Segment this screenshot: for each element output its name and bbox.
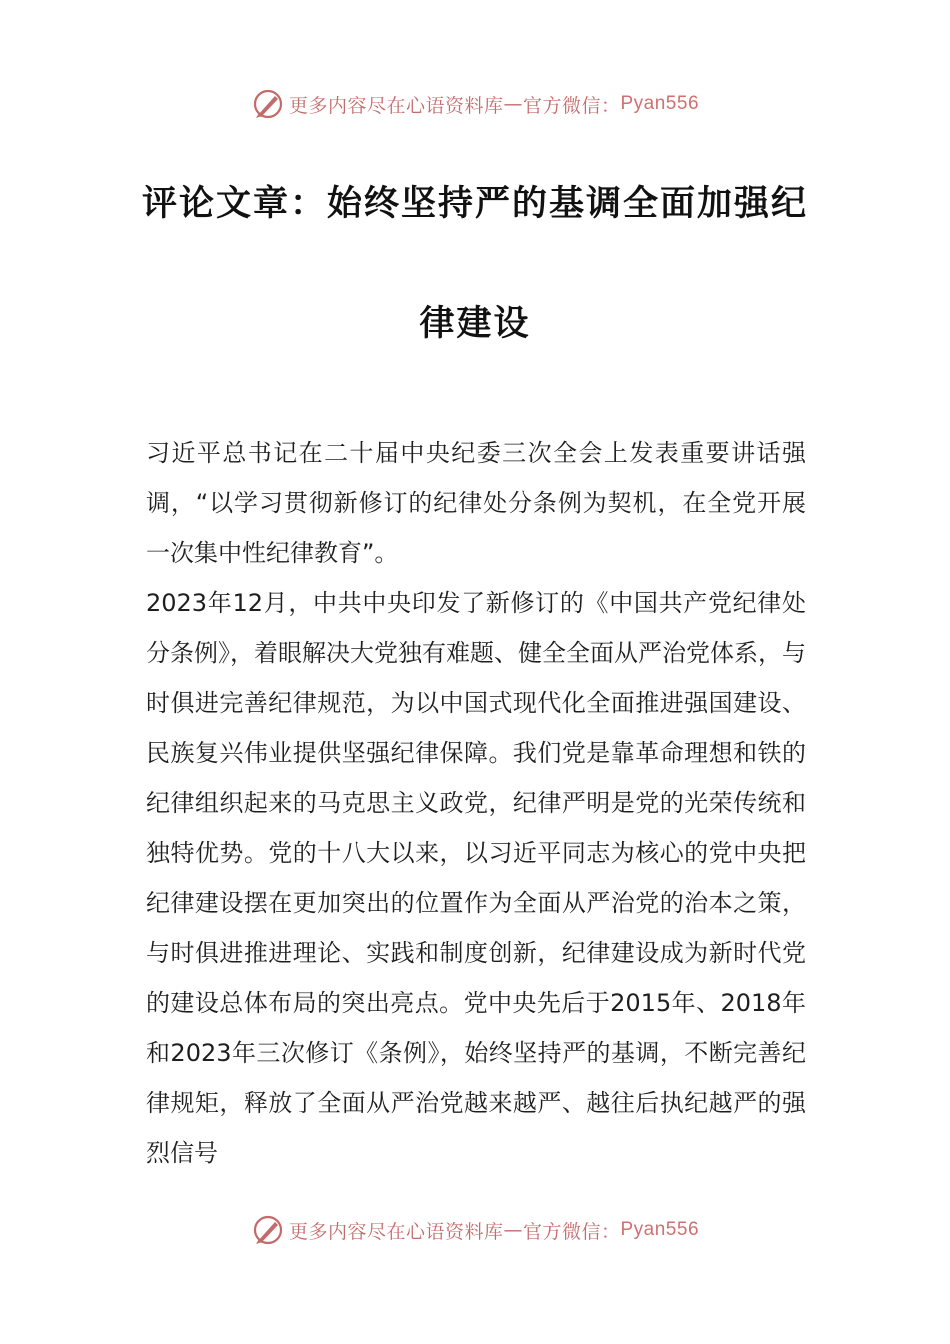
pen-logo-icon [251,1213,285,1247]
footer-wechat-id: Pyan556 [620,1219,700,1240]
header-banner [0,84,950,124]
header-dash: — [503,93,523,115]
article-body [146,428,806,1178]
header-brand-text: 更多内容尽在心语资料库 [288,94,504,117]
footer-banner [0,1210,950,1250]
pen-logo-icon [251,87,285,121]
paragraph-1: 习近平总书记在二十届中央纪委三次全会上发表重要讲话强调，“以学习贯彻新修订的纪律处分条例为契机，在全党开展一次集中性纪律教育”。 [146,439,806,567]
paragraph-2: 2023年12月，中共中央印发了新修订的《中国共产党纪律处分条例》，着眼解决大党独有难题、健全全面从严治党体系，与时俱进完善纪律规范，为以中国式现代化全面推进强国建设、民族复兴伟业提供坚强纪律保障。我们党是靠革命理想和铁的纪律组织起来的马克思主义政党，纪律严明是党的光荣传统和独特优势。党的十八大以来，以习近平同志为核心的党中央把纪律建设摆在更加突出的位置作为全面从严治党的治本之策，与时俱进推进理论、实践和制度创新，纪律建设成为新时代党的建设总体布局的突出亮点。党中央先后于2015年、2018年和2023年三次修订《条例》，始终坚持严的基调，不断完善纪律规矩，释放了全面从严治党越来越严、越往后执纪越严的强烈信号 [146,589,806,1167]
document-title-line2: 律建设 [419,304,531,344]
footer-dash: — [503,1219,523,1241]
document-title-line1: 评论文章：始终坚持严的基调全面加强纪 [141,184,808,224]
footer-wechat-label: 官方微信： [522,1220,621,1243]
header-wechat-label: 官方微信： [522,94,621,117]
footer-brand-text: 更多内容尽在心语资料库 [288,1220,504,1243]
header-wechat-id: Pyan556 [620,93,700,114]
